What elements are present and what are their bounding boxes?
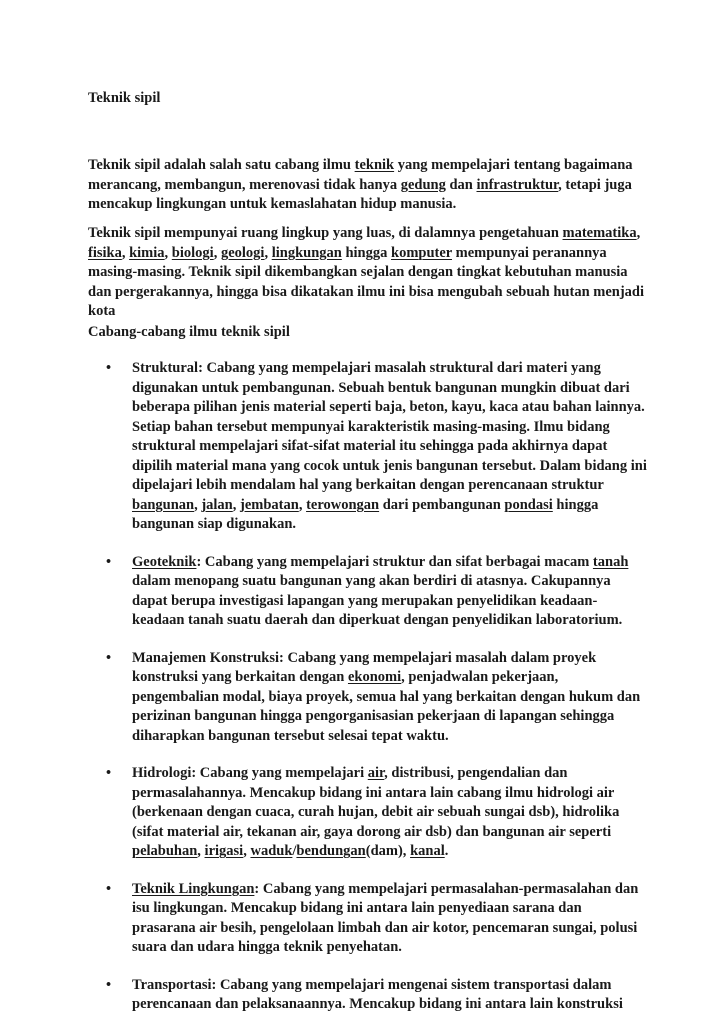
text-run: hingga — [341, 244, 392, 261]
text-run: dan — [445, 176, 477, 193]
list-item-struktural — [88, 359, 648, 535]
text-run: : Cabang yang mempelajari permasalahan-permasalahan dan isu lingkungan. Mencakup bidang ini antara lain penyediaan sarana dan prasarana air besih, pengelolaan limbah dan air kotor, pencemaran sungai, polusi suara dan udara hingga teknik penyehatan. — [132, 880, 639, 955]
text-run: , distribusi, pengendalian dan permasalahannya. Mencakup bidang ini antara lain cabang ilmu hidrologi air (berkenaan dengan cuaca, curah hujan, debit air sebuah sungai dsb), hidrolika (sifat material air, tekanan air, gaya dorong air dsb) dan bangunan air seperti — [132, 765, 620, 840]
bullet-icon: • — [106, 765, 112, 781]
list-item-text — [132, 881, 638, 956]
text-run: yang mempelajari tentang bagaimana merancang, membangun, merenovasi tidak hanya — [88, 157, 633, 193]
link-waduk[interactable]: waduk — [250, 843, 293, 859]
scope-paragraph — [88, 224, 648, 322]
list-item-manajemen-konstruksi — [88, 649, 648, 747]
text-run: : Cabang yang mempelajari struktur dan sifat berbagai macam — [196, 553, 593, 570]
text-run: Transportasi: Cabang yang mempelajari mengenai sistem transportasi dalam perencanaan dan pelaksanaannya. Mencakup bidang ini antara lain konstruksi — [132, 976, 623, 1012]
text-run: Manajemen Konstruksi: Cabang yang mempelajari masalah dalam proyek konstruksi yang berkaitan dengan — [132, 649, 597, 685]
text-run: , — [164, 244, 172, 261]
text-run: , — [298, 496, 307, 513]
link-ekonomi[interactable]: ekonomi — [347, 669, 402, 685]
link-infrastruktur[interactable]: infrastruktur — [476, 176, 559, 193]
link-geoteknik[interactable]: Geoteknik — [132, 553, 197, 570]
text-run: , — [243, 843, 251, 859]
page-title: Teknik sipil — [88, 90, 161, 106]
text-run: , — [264, 244, 272, 261]
branches-heading: Cabang-cabang ilmu teknik sipil — [88, 324, 290, 340]
bullet-icon: • — [106, 880, 112, 897]
list-item-text — [132, 360, 647, 532]
link-tanah[interactable]: tanah — [592, 553, 629, 570]
link-jalan[interactable]: jalan — [201, 496, 233, 513]
link-bangunan[interactable]: bangunan — [132, 496, 195, 513]
link-matematika[interactable]: matematika — [562, 225, 637, 241]
bullet-icon: • — [106, 649, 112, 666]
text-run: , — [232, 496, 240, 513]
link-irigasi[interactable]: irigasi — [204, 843, 244, 859]
text-run: , — [636, 225, 641, 241]
branches-list — [88, 359, 648, 1015]
link-jembatan[interactable]: jembatan — [240, 496, 299, 513]
text-run: , tetapi juga mencakup lingkungan untuk kemaslahatan hidup manusia. — [88, 176, 632, 212]
bullet-icon: • — [106, 360, 112, 376]
link-komputer[interactable]: komputer — [391, 244, 452, 261]
text-run: Struktural: Cabang yang mempelajari masalah struktural dari materi yang digunakan untuk pembangunan. Sebuah bentuk bangunan mungkin dibuat dari beberapa pilihan jenis material seperti baja, beton, kayu, kaca atau bahan lainnya. Setiap bahan tersebut mempunyai karakteristik masing-masing. Ilmu bidang struktural mempelajari sifat-sifat material itu sehingga pada akhirnya dapat dipilih material mana yang cocok untuk jenis bangunan tersebut. Dalam bidang ini dipelajari lebih mendalam hal yang berkaitan dengan perencanaan struktur — [132, 360, 647, 493]
text-run: mempunyai peranannya masing-masing. Teknik sipil dikembangkan sejalan dengan tingkat kebutuhan manusia dan pergerakannya, hingga bisa dikatakan ilmu ini bisa mengubah sebuah hutan menjadi kota — [88, 244, 645, 319]
list-item-text — [132, 765, 619, 859]
list-item-geoteknik — [88, 553, 648, 631]
text-run: hingga bangunan siap digunakan. — [132, 496, 599, 532]
link-terowongan[interactable]: terowongan — [306, 496, 380, 513]
list-item-transportasi — [88, 976, 648, 1015]
list-item-teknik-lingkungan — [88, 880, 648, 958]
text-run: , penjadwalan pekerjaan, pengembalian modal, biaya proyek, semua hal yang berkaitan dengan hukum dan perizinan bangunan hingga pengorganisasian pekerjaan di lapangan sehingga diharapkan bangunan tersebut selesai tepat waktu. — [132, 669, 641, 744]
link-kimia[interactable]: kimia — [129, 244, 165, 261]
link-kanal[interactable]: kanal — [410, 843, 445, 859]
bullet-icon: • — [106, 976, 112, 993]
link-air[interactable]: air — [367, 765, 385, 781]
text-run: , — [194, 496, 202, 513]
link-fisika[interactable]: fisika — [88, 244, 122, 261]
text-run: dalam menopang suatu bangunan yang akan berdiri di atasnya. Cakupannya dapat berupa investigasi lapangan yang merupakan penyelidikan keadaan-keadaan tanah suatu daerah dan diperkuat dengan penyelidikan laboratorium. — [132, 573, 623, 628]
text-run: (dam), — [365, 843, 411, 859]
link-gedung[interactable]: gedung — [400, 176, 446, 193]
link-pondasi[interactable]: pondasi — [504, 496, 553, 513]
text-run: dari pembangunan — [379, 496, 505, 513]
link-bendungan[interactable]: bendungan — [296, 843, 366, 859]
list-item-hidrologi — [88, 764, 648, 862]
text-run: / — [292, 843, 297, 859]
list-item-text — [132, 977, 623, 1013]
text-run: , — [213, 244, 221, 261]
text-run: Hidrologi: Cabang yang mempelajari — [132, 765, 368, 781]
text-run: , — [121, 244, 130, 261]
link-biologi[interactable]: biologi — [171, 244, 214, 261]
list-item-text — [132, 650, 640, 744]
link-teknik[interactable]: teknik — [354, 157, 395, 173]
text-run: Teknik sipil adalah salah satu cabang ilmu — [88, 157, 355, 173]
link-teknik-lingkungan[interactable]: Teknik Lingkungan — [132, 880, 255, 897]
bullet-icon: • — [106, 553, 112, 570]
link-geologi[interactable]: geologi — [220, 244, 265, 261]
link-pelabuhan[interactable]: pelabuhan — [132, 843, 198, 859]
link-lingkungan[interactable]: lingkungan — [271, 244, 342, 261]
list-item-text — [132, 554, 628, 629]
text-run: . — [444, 843, 449, 859]
intro-paragraph — [88, 156, 648, 215]
text-run: , — [197, 843, 205, 859]
text-run: Teknik sipil mempunyai ruang lingkup yang luas, di dalamnya pengetahuan — [88, 225, 563, 241]
